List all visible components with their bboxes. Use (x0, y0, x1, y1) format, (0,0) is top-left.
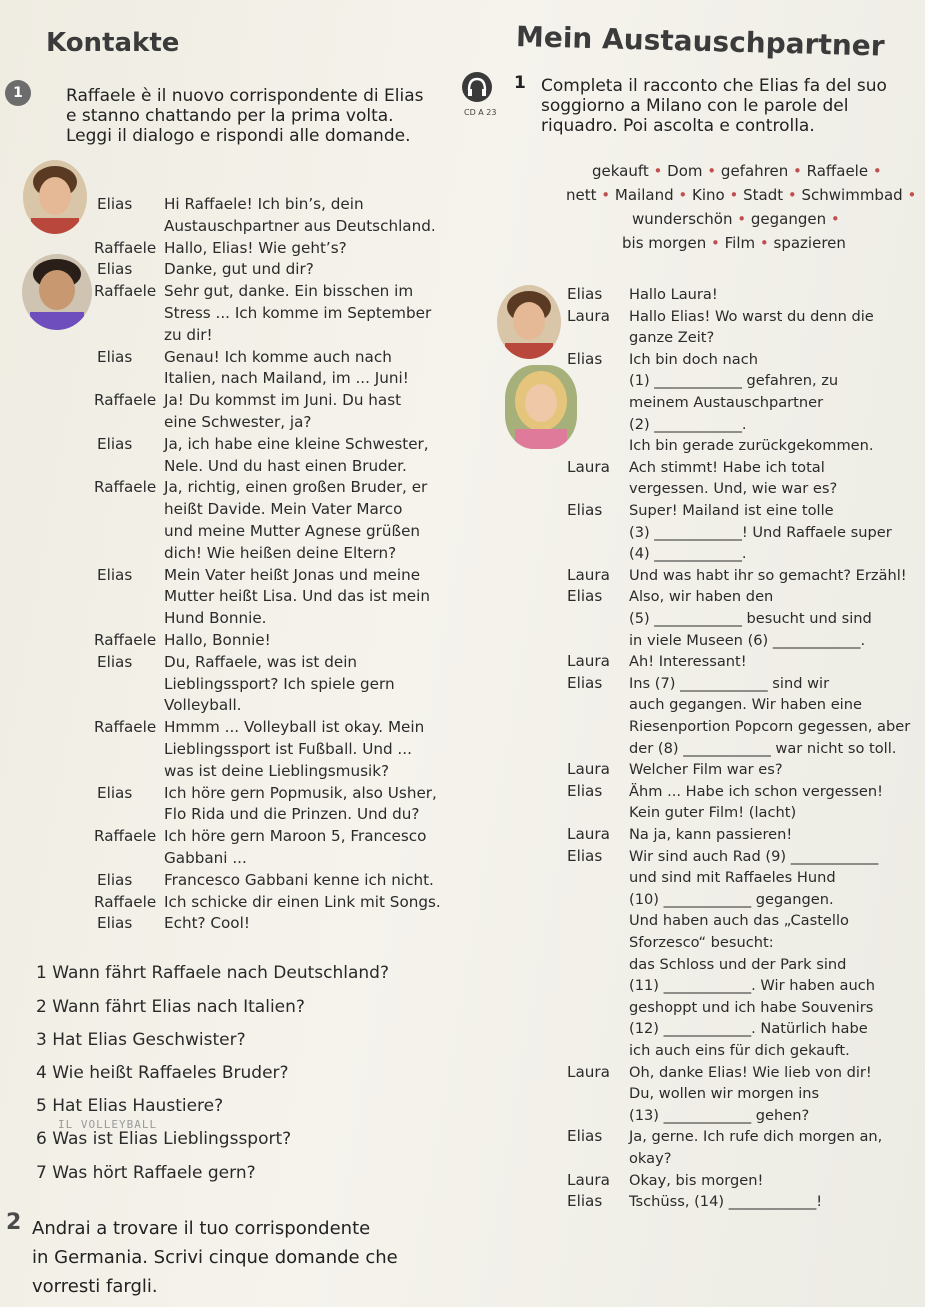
dialogue-line: Ja, gerne. Ich rufe dich morgen an, (629, 1128, 883, 1146)
speaker-label: Raffaele (94, 718, 157, 737)
dialogue-line: (5) ____________ besucht und sind (629, 610, 872, 627)
question-item: 4 Wie heißt Raffaeles Bruder? (36, 1063, 289, 1083)
dialogue-line: Echt? Cool! (164, 914, 250, 933)
dialogue-line: Du, wollen wir morgen ins (629, 1085, 820, 1103)
speaker-label: Laura (567, 1062, 610, 1081)
instruction-line: vorresti fargli. (32, 1276, 158, 1297)
speaker-label: Elias (567, 781, 603, 800)
dialogue-line: Ich bin gerade zurückgekommen. (629, 437, 874, 455)
word-box-line (632, 208, 840, 231)
dialogue-line: Danke, gut und dir? (164, 260, 314, 279)
word-option: gefahren (716, 162, 793, 180)
speaker-label: Elias (567, 1127, 603, 1146)
speaker-label: Elias (97, 260, 133, 279)
speaker-label: Elias (567, 673, 603, 692)
dialogue-line: Welcher Film war es? (629, 761, 783, 779)
dialogue-line: Lieblingssport ist Fußball. Und ... (164, 740, 412, 758)
speaker-label: Raffaele (94, 892, 157, 911)
dialogue-line: Nele. Und du hast einen Bruder. (164, 456, 407, 475)
speaker-label: Elias (97, 565, 133, 584)
word-option: gekauft (592, 162, 654, 180)
speaker-label: Elias (567, 501, 603, 519)
question-item: 7 Was hört Raffaele gern? (36, 1163, 256, 1183)
word-option: Film (719, 234, 760, 252)
separator-dot: • (793, 162, 802, 180)
dialogue-line: vergessen. Und, wie war es? (629, 480, 838, 498)
separator-dot: • (872, 162, 882, 180)
dialogue-line: dich! Wie heißen deine Eltern? (164, 543, 397, 562)
dialogue-line: Wir sind auch Rad (9) ____________ (629, 847, 879, 865)
dialogue-line: Sehr gut, danke. Ein bisschen im (164, 282, 414, 301)
exercise2-instruction (32, 1214, 398, 1301)
speaker-label: Raffaele (94, 282, 157, 301)
speaker-label: Elias (567, 285, 603, 303)
speaker-label: Raffaele (94, 827, 157, 846)
separator-dot: • (729, 186, 739, 204)
speaker-label: Raffaele (94, 391, 157, 410)
separator-dot: • (653, 162, 663, 180)
raffaele-portrait (22, 254, 92, 330)
exercise1-instruction (66, 86, 423, 146)
dialogue-line: (13) ____________ gehen? (629, 1106, 810, 1124)
dialogue-line: Hallo, Bonnie! (164, 631, 271, 649)
dialogue-line: heißt Davide. Mein Vater Marco (164, 500, 403, 519)
dialogue-line: Austauschpartner aus Deutschland. (164, 216, 436, 235)
dialogue-line: Super! Mailand ist eine tolle (629, 502, 834, 519)
cd-track-label: CD A 23 (464, 108, 497, 117)
speaker-label: Raffaele (94, 238, 157, 257)
dialogue-line: und meine Mutter Agnese grüßen (164, 522, 421, 540)
dialogue-line: Hallo Laura! (629, 286, 718, 303)
separator-dot: • (711, 234, 720, 252)
dialogue-line: Francesco Gabbani kenne ich nicht. (164, 870, 434, 889)
exercise-number-badge: 1 (5, 80, 31, 106)
word-option: Stadt (738, 186, 788, 204)
headphones-icon (462, 72, 492, 102)
dialogue-line: Hmmm ... Volleyball ist okay. Mein (164, 718, 425, 737)
dialogue-line: (1) ____________ gefahren, zu (629, 372, 839, 390)
word-option: nett (566, 186, 602, 204)
exercise2-number: 2 (6, 1210, 22, 1235)
dialogue-line: Du, Raffaele, was ist dein (164, 652, 358, 671)
dialogue-line: (2) ____________. (629, 415, 747, 433)
speaker-label: Laura (567, 652, 610, 671)
dialogue-line: Und haben auch das „Castello (629, 912, 849, 930)
dialogue-line: der (8) ____________ war nicht so toll. (629, 739, 897, 757)
speaker-label: Raffaele (94, 631, 157, 649)
dialogue-line: Kein guter Film! (lacht) (629, 804, 797, 822)
dialogue-line: ganze Zeit? (629, 329, 715, 347)
laura-portrait (505, 365, 577, 449)
dialogue-line: (3) ____________! Und Raffaele super (629, 523, 892, 541)
dialogue-line: (12) ____________. Natürlich habe (629, 1020, 868, 1038)
dialogue-line: (4) ____________. (629, 545, 747, 563)
instruction-line: Leggi il dialogo e rispondi alle domande. (66, 126, 411, 146)
word-option: Schwimmbad (796, 186, 908, 204)
word-box-line (566, 184, 916, 207)
dialogue-line: geshoppt und ich habe Souvenirs (629, 998, 874, 1016)
dialogue-line: Und was habt ihr so gemacht? Erzähl! (629, 566, 907, 584)
dialogue-line: Ähm ... Habe ich schon vergessen! (629, 782, 883, 800)
separator-dot: • (601, 186, 611, 204)
dialogue-line: zu dir! (164, 325, 213, 344)
dialogue-line: Okay, bis morgen! (629, 1171, 764, 1189)
dialogue-line: ich auch eins für dich gekauft. (629, 1042, 850, 1059)
dialogue-line: Ja, ich habe eine kleine Schwester, (164, 434, 429, 453)
dialogue-line: Hallo, Elias! Wie geht’s? (164, 238, 347, 257)
dialogue-line: Flo Rida und die Prinzen. Und du? (164, 805, 420, 824)
exercise-right-instruction (541, 76, 887, 136)
separator-dot: • (737, 210, 747, 228)
dialogue-line: das Schloss und der Park sind (629, 955, 847, 973)
word-option: Kino (687, 186, 730, 204)
dialogue-line: Na ja, kann passieren! (629, 826, 793, 843)
dialogue-line: Ich höre gern Popmusik, also Usher, (164, 783, 437, 802)
instruction-line: Raffaele è il nuovo corrispondente di Elias (66, 86, 424, 106)
dialogue-line: eine Schwester, ja? (164, 413, 312, 431)
speaker-label: Elias (97, 434, 133, 453)
speaker-label: Elias (97, 195, 133, 213)
dialogue-line: Hallo Elias! Wo warst du denn die (629, 307, 874, 325)
speaker-label: Raffaele (94, 478, 157, 497)
word-box-line (592, 160, 882, 183)
dialogue-line: Tschüss, (14) ____________! (629, 1193, 823, 1211)
word-option: gegangen (746, 210, 831, 228)
dialogue-line: in viele Museen (6) ____________. (629, 631, 866, 649)
separator-dot: • (830, 210, 840, 228)
pencil-note: IL VOLLEYBALL (58, 1118, 158, 1131)
word-option: Mailand (610, 186, 679, 204)
dialogue-line: Genau! Ich komme auch nach (164, 347, 392, 366)
separator-dot: • (907, 186, 917, 204)
instruction-line: riquadro. Poi ascolta e controlla. (541, 116, 815, 136)
dialogue-line: (10) ____________ gegangen. (629, 890, 834, 908)
word-option: bis morgen (622, 234, 711, 252)
dialogue-line: was ist deine Lieblingsmusik? (164, 761, 390, 780)
instruction-line: in Germania. Scrivi cinque domande che (32, 1247, 398, 1268)
dialogue-line: Lieblingssport? Ich spiele gern (164, 674, 395, 693)
dialogue-line: Mutter heißt Lisa. Und das ist mein (164, 587, 430, 606)
question-item: 1 Wann fährt Raffaele nach Deutschland? (36, 963, 389, 983)
instruction-line: e stanno chattando per la prima volta. (66, 106, 394, 126)
instruction-line: soggiorno a Milano con le parole del (541, 96, 849, 116)
dialogue-line: Ach stimmt! Habe ich total (629, 458, 825, 476)
dialogue-line: okay? (629, 1150, 672, 1167)
speaker-label: Elias (567, 846, 603, 865)
elias-portrait (23, 160, 87, 234)
dialogue-line: auch gegangen. Wir haben eine (629, 696, 862, 714)
dialogue-line: Hi Raffaele! Ich bin’s, dein (164, 195, 364, 213)
dialogue-line: Volleyball. (164, 696, 242, 715)
dialogue-line: Ins (7) ____________ sind wir (629, 674, 830, 692)
dialogue-line: Hund Bonnie. (164, 609, 267, 628)
speaker-label: Elias (97, 783, 133, 802)
dialogue-line: Italien, nach Mailand, im ... Juni! (164, 369, 409, 388)
speaker-label: Laura (567, 825, 610, 843)
dialogue-line: und sind mit Raffaeles Hund (629, 869, 836, 887)
word-option: spazieren (768, 234, 846, 252)
speaker-label: Laura (567, 1170, 610, 1189)
section-title-right: Mein Austauschpartner (515, 20, 885, 63)
dialogue-line: Gabbani ... (164, 849, 247, 867)
dialogue-line: Ich höre gern Maroon 5, Francesco (164, 827, 427, 846)
dialogue-line: (11) ____________. Wir haben auch (629, 977, 876, 995)
elias-portrait-right (497, 285, 561, 359)
speaker-label: Elias (97, 870, 133, 889)
dialogue-line: Ah! Interessant! (629, 653, 747, 671)
question-item: 5 Hat Elias Haustiere? (36, 1096, 224, 1116)
dialogue-line: Sforzesco“ besucht: (629, 934, 774, 951)
section-title-left: Kontakte (46, 28, 180, 58)
dialogue-line: Oh, danke Elias! Wie lieb von dir! (629, 1063, 872, 1081)
word-option: Dom (662, 162, 708, 180)
word-box-line (622, 232, 846, 255)
instruction-line: Andrai a trovare il tuo corrispondente (32, 1218, 371, 1239)
dialogue-line: Ja! Du kommst im Juni. Du hast (164, 391, 402, 410)
separator-dot: • (759, 234, 769, 252)
speaker-label: Laura (567, 306, 610, 325)
speaker-label: Elias (97, 347, 133, 366)
speaker-label: Laura (567, 760, 610, 779)
dialogue-line: Ich schicke dir einen Link mit Songs. (164, 892, 441, 911)
speaker-label: Elias (567, 349, 603, 368)
dialogue-line: meinem Austauschpartner (629, 394, 824, 411)
instruction-line: Completa il racconto che Elias fa del suo (541, 76, 887, 96)
speaker-label: Laura (567, 457, 610, 476)
speaker-label: Laura (567, 565, 610, 584)
separator-dot: • (707, 162, 717, 180)
separator-dot: • (678, 186, 688, 204)
word-option: wunderschön (632, 210, 738, 228)
dialogue-line: Also, wir haben den (629, 588, 774, 606)
dialogue-line: Mein Vater heißt Jonas und meine (164, 565, 421, 584)
speaker-label: Elias (97, 652, 133, 671)
question-item: 6 Was ist Elias Lieblingssport? (36, 1129, 292, 1149)
word-option: Raffaele (801, 162, 873, 180)
separator-dot: • (787, 186, 797, 204)
speaker-label: Elias (567, 1192, 603, 1211)
question-item: 2 Wann fährt Elias nach Italien? (36, 997, 305, 1017)
dialogue-line: Stress ... Ich komme im September (164, 304, 432, 322)
dialogue-line: Riesenportion Popcorn gegessen, aber (629, 718, 911, 735)
speaker-label: Elias (97, 914, 133, 933)
dialogue-line: Ja, richtig, einen großen Bruder, er (164, 478, 428, 497)
speaker-label: Elias (567, 587, 603, 606)
exercise-right-number: 1 (514, 73, 526, 93)
question-item: 3 Hat Elias Geschwister? (36, 1030, 246, 1050)
dialogue-line: Ich bin doch nach (629, 350, 758, 368)
